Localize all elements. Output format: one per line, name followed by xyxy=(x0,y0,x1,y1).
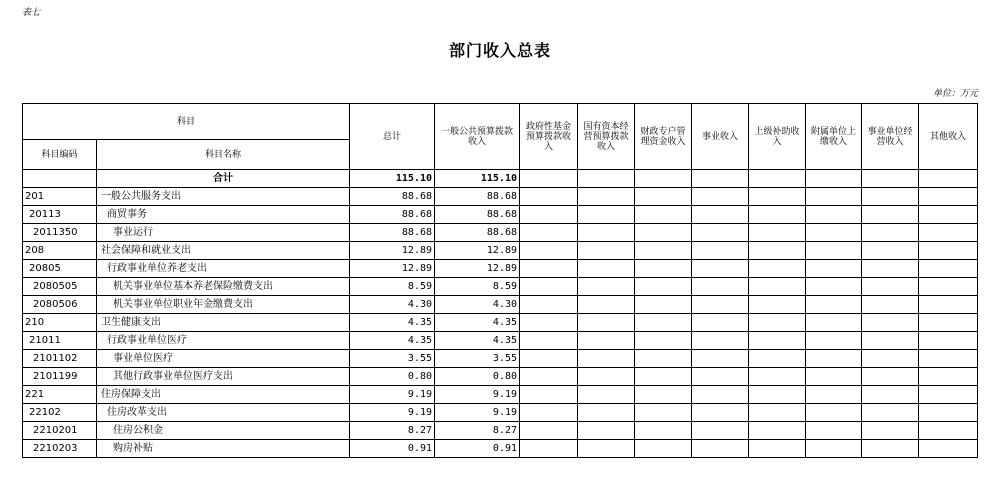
empty-cell xyxy=(520,440,578,458)
empty-cell xyxy=(806,350,862,368)
table-row xyxy=(23,242,978,260)
empty-cell xyxy=(520,350,578,368)
empty-cell xyxy=(806,242,862,260)
empty-cell xyxy=(692,422,749,440)
empty-cell xyxy=(919,170,978,188)
empty-cell xyxy=(806,188,862,206)
empty-cell xyxy=(635,224,692,242)
header-gov-fund: 政府性基金预算拨款收入 xyxy=(520,104,578,170)
empty-cell xyxy=(919,260,978,278)
subject-code-cell: 2210201 xyxy=(23,422,97,440)
empty-cell xyxy=(749,386,806,404)
empty-cell xyxy=(919,368,978,386)
empty-cell xyxy=(749,206,806,224)
table-number-tag: 表七 xyxy=(22,8,41,18)
empty-cell xyxy=(692,206,749,224)
empty-cell xyxy=(919,224,978,242)
empty-cell xyxy=(635,350,692,368)
general-budget-cell: 88.68 xyxy=(435,206,520,224)
table-row xyxy=(23,260,978,278)
empty-cell xyxy=(692,170,749,188)
table-row xyxy=(23,224,978,242)
empty-cell xyxy=(919,206,978,224)
empty-cell xyxy=(749,260,806,278)
header-business-income: 事业收入 xyxy=(692,104,749,170)
empty-cell xyxy=(578,170,635,188)
subject-name-cell: 机关事业单位基本养老保险缴费支出 xyxy=(97,278,350,296)
subject-name-cell: 社会保障和就业支出 xyxy=(97,242,350,260)
empty-cell xyxy=(520,296,578,314)
table-row xyxy=(23,332,978,350)
empty-cell xyxy=(862,278,919,296)
empty-cell xyxy=(635,386,692,404)
empty-cell xyxy=(692,386,749,404)
total-code-cell xyxy=(23,170,97,188)
general-budget-cell: 4.35 xyxy=(435,314,520,332)
total-cell: 9.19 xyxy=(350,404,435,422)
empty-cell xyxy=(635,332,692,350)
empty-cell xyxy=(862,332,919,350)
total-cell: 12.89 xyxy=(350,242,435,260)
empty-cell xyxy=(862,404,919,422)
empty-cell xyxy=(578,440,635,458)
general-budget-cell: 0.91 xyxy=(435,440,520,458)
empty-cell xyxy=(635,170,692,188)
total-cell: 8.59 xyxy=(350,278,435,296)
header-subject: 科目 xyxy=(23,104,350,140)
subject-code-cell: 210 xyxy=(23,314,97,332)
empty-cell xyxy=(862,422,919,440)
empty-cell xyxy=(520,170,578,188)
empty-cell xyxy=(749,314,806,332)
empty-cell xyxy=(806,422,862,440)
empty-cell xyxy=(749,224,806,242)
empty-cell xyxy=(862,188,919,206)
header-affiliated-turnover: 附属单位上缴收入 xyxy=(806,104,862,170)
subject-code-cell: 2011350 xyxy=(23,224,97,242)
subject-name-cell: 住房改革支出 xyxy=(97,404,350,422)
subject-code-cell: 2101199 xyxy=(23,368,97,386)
empty-cell xyxy=(578,422,635,440)
empty-cell xyxy=(692,332,749,350)
empty-cell xyxy=(749,332,806,350)
empty-cell xyxy=(635,188,692,206)
empty-cell xyxy=(635,260,692,278)
general-budget-cell: 4.30 xyxy=(435,296,520,314)
empty-cell xyxy=(635,368,692,386)
table-row xyxy=(23,350,978,368)
empty-cell xyxy=(635,278,692,296)
subject-name-cell: 事业单位医疗 xyxy=(97,350,350,368)
income-summary-table xyxy=(22,103,978,458)
table-row xyxy=(23,386,978,404)
subject-name-cell: 卫生健康支出 xyxy=(97,314,350,332)
total-cell: 3.55 xyxy=(350,350,435,368)
empty-cell xyxy=(749,170,806,188)
total-cell: 0.80 xyxy=(350,368,435,386)
total-label: 合计 xyxy=(97,170,350,188)
empty-cell xyxy=(919,386,978,404)
subject-name-cell: 事业运行 xyxy=(97,224,350,242)
empty-cell xyxy=(520,386,578,404)
total-cell: 4.30 xyxy=(350,296,435,314)
header-business-operating: 事业单位经营收入 xyxy=(862,104,919,170)
empty-cell xyxy=(692,440,749,458)
total-general-budget: 115.10 xyxy=(435,170,520,188)
general-budget-cell: 8.59 xyxy=(435,278,520,296)
subject-name-cell: 住房保障支出 xyxy=(97,386,350,404)
empty-cell xyxy=(749,242,806,260)
empty-cell xyxy=(692,314,749,332)
empty-cell xyxy=(919,278,978,296)
subject-code-cell: 22102 xyxy=(23,404,97,422)
empty-cell xyxy=(919,332,978,350)
empty-cell xyxy=(862,206,919,224)
header-general-budget: 一般公共预算拨款收入 xyxy=(435,104,520,170)
general-budget-cell: 12.89 xyxy=(435,260,520,278)
empty-cell xyxy=(862,386,919,404)
empty-cell xyxy=(520,422,578,440)
empty-cell xyxy=(578,314,635,332)
empty-cell xyxy=(692,404,749,422)
empty-cell xyxy=(520,278,578,296)
empty-cell xyxy=(919,188,978,206)
table-row xyxy=(23,440,978,458)
empty-cell xyxy=(578,224,635,242)
subject-code-cell: 21011 xyxy=(23,332,97,350)
empty-cell xyxy=(919,314,978,332)
empty-cell xyxy=(578,278,635,296)
general-budget-cell: 88.68 xyxy=(435,188,520,206)
empty-cell xyxy=(635,314,692,332)
empty-cell xyxy=(578,296,635,314)
table-row xyxy=(23,314,978,332)
subject-name-cell: 机关事业单位职业年金缴费支出 xyxy=(97,296,350,314)
empty-cell xyxy=(862,314,919,332)
total-cell: 4.35 xyxy=(350,332,435,350)
empty-cell xyxy=(520,224,578,242)
subject-name-cell: 住房公积金 xyxy=(97,422,350,440)
empty-cell xyxy=(635,404,692,422)
table-row xyxy=(23,422,978,440)
empty-cell xyxy=(692,368,749,386)
total-cell: 88.68 xyxy=(350,206,435,224)
empty-cell xyxy=(520,188,578,206)
unit-label: 单位：万元 xyxy=(932,89,978,99)
subject-code-cell: 221 xyxy=(23,386,97,404)
empty-cell xyxy=(806,278,862,296)
empty-cell xyxy=(862,224,919,242)
general-budget-cell: 3.55 xyxy=(435,350,520,368)
empty-cell xyxy=(520,242,578,260)
empty-cell xyxy=(806,296,862,314)
empty-cell xyxy=(806,314,862,332)
empty-cell xyxy=(692,278,749,296)
empty-cell xyxy=(806,440,862,458)
empty-cell xyxy=(578,206,635,224)
empty-cell xyxy=(806,386,862,404)
empty-cell xyxy=(806,206,862,224)
empty-cell xyxy=(578,350,635,368)
empty-cell xyxy=(749,422,806,440)
empty-cell xyxy=(635,296,692,314)
header-state-capital: 国有资本经营预算拨款收入 xyxy=(578,104,635,170)
empty-cell xyxy=(806,260,862,278)
empty-cell xyxy=(749,278,806,296)
subject-name-cell: 行政事业单位养老支出 xyxy=(97,260,350,278)
empty-cell xyxy=(862,350,919,368)
empty-cell xyxy=(520,368,578,386)
general-budget-cell: 0.80 xyxy=(435,368,520,386)
empty-cell xyxy=(520,404,578,422)
empty-cell xyxy=(692,188,749,206)
empty-cell xyxy=(520,206,578,224)
empty-cell xyxy=(749,188,806,206)
subject-code-cell: 208 xyxy=(23,242,97,260)
empty-cell xyxy=(919,296,978,314)
subject-name-cell: 行政事业单位医疗 xyxy=(97,332,350,350)
table-row xyxy=(23,206,978,224)
subject-code-cell: 20113 xyxy=(23,206,97,224)
empty-cell xyxy=(578,332,635,350)
empty-cell xyxy=(520,260,578,278)
subject-name-cell: 一般公共服务支出 xyxy=(97,188,350,206)
empty-cell xyxy=(749,350,806,368)
header-subject-code: 科目编码 xyxy=(23,140,97,170)
subject-code-cell: 2080506 xyxy=(23,296,97,314)
empty-cell xyxy=(635,440,692,458)
empty-cell xyxy=(578,242,635,260)
general-budget-cell: 9.19 xyxy=(435,404,520,422)
table-row xyxy=(23,188,978,206)
empty-cell xyxy=(692,296,749,314)
header-total: 总计 xyxy=(350,104,435,170)
subject-name-cell: 商贸事务 xyxy=(97,206,350,224)
subject-code-cell: 20805 xyxy=(23,260,97,278)
total-cell: 9.19 xyxy=(350,386,435,404)
empty-cell xyxy=(919,440,978,458)
header-other-income: 其他收入 xyxy=(919,104,978,170)
table-row xyxy=(23,404,978,422)
empty-cell xyxy=(862,260,919,278)
total-cell: 88.68 xyxy=(350,188,435,206)
subject-code-cell: 2101102 xyxy=(23,350,97,368)
subject-code-cell: 2080505 xyxy=(23,278,97,296)
empty-cell xyxy=(692,350,749,368)
empty-cell xyxy=(578,404,635,422)
empty-cell xyxy=(635,422,692,440)
empty-cell xyxy=(919,404,978,422)
table-row xyxy=(23,296,978,314)
empty-cell xyxy=(806,368,862,386)
empty-cell xyxy=(806,170,862,188)
general-budget-cell: 9.19 xyxy=(435,386,520,404)
header-fiscal-special: 财政专户管理资金收入 xyxy=(635,104,692,170)
total-total: 115.10 xyxy=(350,170,435,188)
subject-code-cell: 201 xyxy=(23,188,97,206)
empty-cell xyxy=(806,404,862,422)
general-budget-cell: 88.68 xyxy=(435,224,520,242)
empty-cell xyxy=(862,440,919,458)
empty-cell xyxy=(578,260,635,278)
empty-cell xyxy=(919,242,978,260)
empty-cell xyxy=(919,350,978,368)
empty-cell xyxy=(520,332,578,350)
empty-cell xyxy=(692,242,749,260)
total-cell: 0.91 xyxy=(350,440,435,458)
empty-cell xyxy=(862,368,919,386)
empty-cell xyxy=(578,368,635,386)
subject-name-cell: 其他行政事业单位医疗支出 xyxy=(97,368,350,386)
total-cell: 4.35 xyxy=(350,314,435,332)
empty-cell xyxy=(578,386,635,404)
empty-cell xyxy=(749,368,806,386)
empty-cell xyxy=(635,242,692,260)
header-subject-name: 科目名称 xyxy=(97,140,350,170)
empty-cell xyxy=(520,314,578,332)
general-budget-cell: 4.35 xyxy=(435,332,520,350)
empty-cell xyxy=(692,224,749,242)
general-budget-cell: 8.27 xyxy=(435,422,520,440)
empty-cell xyxy=(806,332,862,350)
total-cell: 88.68 xyxy=(350,224,435,242)
empty-cell xyxy=(806,224,862,242)
empty-cell xyxy=(749,404,806,422)
table-row xyxy=(23,278,978,296)
total-row xyxy=(23,170,978,188)
empty-cell xyxy=(919,422,978,440)
total-cell: 12.89 xyxy=(350,260,435,278)
empty-cell xyxy=(749,296,806,314)
empty-cell xyxy=(862,242,919,260)
total-cell: 8.27 xyxy=(350,422,435,440)
page-title: 部门收入总表 xyxy=(448,41,551,60)
empty-cell xyxy=(862,170,919,188)
empty-cell xyxy=(862,296,919,314)
header-superior-subsidy: 上级补助收入 xyxy=(749,104,806,170)
empty-cell xyxy=(578,188,635,206)
table-row xyxy=(23,368,978,386)
empty-cell xyxy=(749,440,806,458)
empty-cell xyxy=(635,206,692,224)
subject-code-cell: 2210203 xyxy=(23,440,97,458)
subject-name-cell: 购房补贴 xyxy=(97,440,350,458)
general-budget-cell: 12.89 xyxy=(435,242,520,260)
empty-cell xyxy=(692,260,749,278)
